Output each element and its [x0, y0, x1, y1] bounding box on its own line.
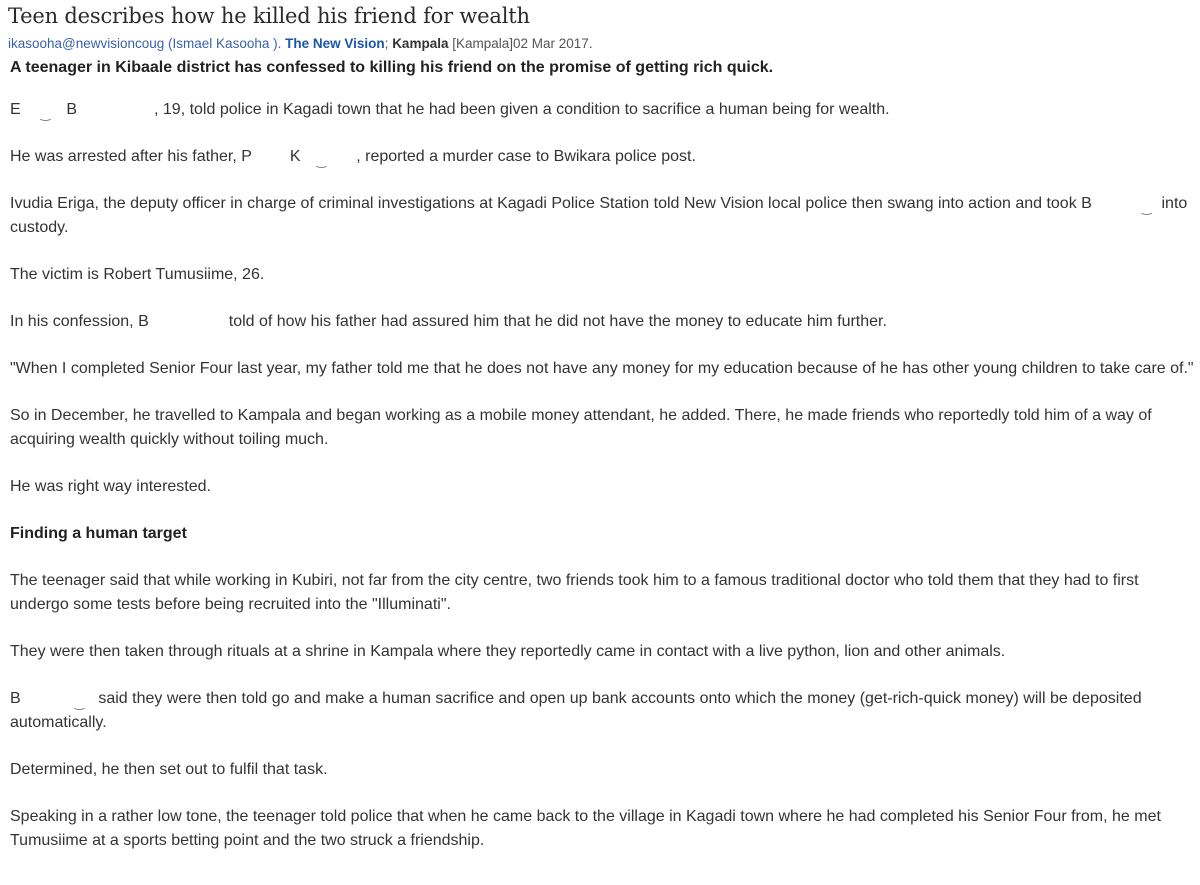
p2-text-end: , reported a murder case to Bwikara police post. [356, 148, 696, 165]
paragraph-9: The teenager said that while working in Kubiri, not far from the city centre, two friends took him to a famous traditional doctor who told them that they had to first undergo some tests before being recruited into the "Illuminati". [10, 572, 1139, 613]
author-email-link[interactable]: ikasooha@newvisioncoug (Ismael Kasooha ). [8, 36, 282, 51]
redaction-mark: ‿ [1141, 201, 1152, 215]
article-byline [8, 35, 1194, 52]
p1-text: , 19, told police in Kagadi town that he had been given a condition to sacrifice a human being for wealth. [154, 101, 890, 118]
p5-text-end: told of how his father had assured him that he did not have the money to educate him further. [228, 313, 887, 330]
paragraph-4: The victim is Robert Tumusiime, 26. [10, 266, 265, 283]
p1-initial: E [10, 101, 21, 118]
paragraph-13: Speaking in a rather low tone, the teenager told police that when he came back to the village in Kagadi town where he had completed his Senior Four from, he met Tumusiime at a sports betting point and the two struck a friendship. [10, 808, 1161, 849]
redaction-mark: ‿ [74, 696, 85, 710]
article-headline: Teen describes how he killed his friend for wealth [8, 4, 530, 28]
p2-name-initial: K [289, 148, 301, 165]
article [8, 0, 1194, 853]
paragraph-7: So in December, he travelled to Kampala and began working as a mobile money attendant, he added. There, he made friends who reportedly told him of a way of acquiring wealth quickly without toiling much. [10, 407, 1152, 448]
p3-text-start: Ivudia Eriga, the deputy officer in charge of criminal investigations at Kagadi Police Station told New Vision local police then swang into action and took B [10, 195, 1092, 212]
paragraph-11 [10, 687, 1194, 735]
p11-text: said they were then told go and make a human sacrifice and open up bank accounts onto which the money (get-rich-quick money) will be deposited automatically. [10, 690, 1142, 731]
paragraph-10: They were then taken through rituals at a shrine in Kampala where they reportedly came in contact with a live python, lion and other animals. [10, 643, 1006, 660]
dateline-city: Kampala [392, 36, 449, 51]
paragraph-12: Determined, he then set out to fulfil that task. [10, 761, 328, 778]
p1-surname-initial: B [66, 101, 77, 118]
p2-text-start: He was arrested after his father, P [10, 148, 252, 165]
p5-text-start: In his confession, B [10, 313, 149, 330]
publication-name-link[interactable]: The New Vision [285, 36, 385, 51]
byline-separator: ; [384, 36, 389, 51]
dateline-date: [Kampala]02 Mar 2017. [452, 36, 593, 51]
redaction-mark: ‿ [40, 107, 51, 121]
paragraph-5 [10, 310, 1194, 334]
paragraph-6: "When I completed Senior Four last year, my father told me that he does not have any money for my education because of he has other young children to take care of." [10, 360, 1194, 377]
paragraph-2 [10, 145, 1194, 169]
redaction-mark: ‿ [316, 154, 327, 168]
paragraph-3 [10, 192, 1194, 240]
article-lede: A teenager in Kibaale district has confessed to killing his friend on the promise of getting rich quick. [10, 59, 774, 76]
paragraph-1 [10, 98, 1194, 122]
p3-text-end: into custody. [10, 195, 1188, 236]
paragraph-8: He was right way interested. [10, 478, 211, 495]
p11-initial: B [10, 690, 21, 707]
section-subheading: Finding a human target [10, 525, 187, 542]
